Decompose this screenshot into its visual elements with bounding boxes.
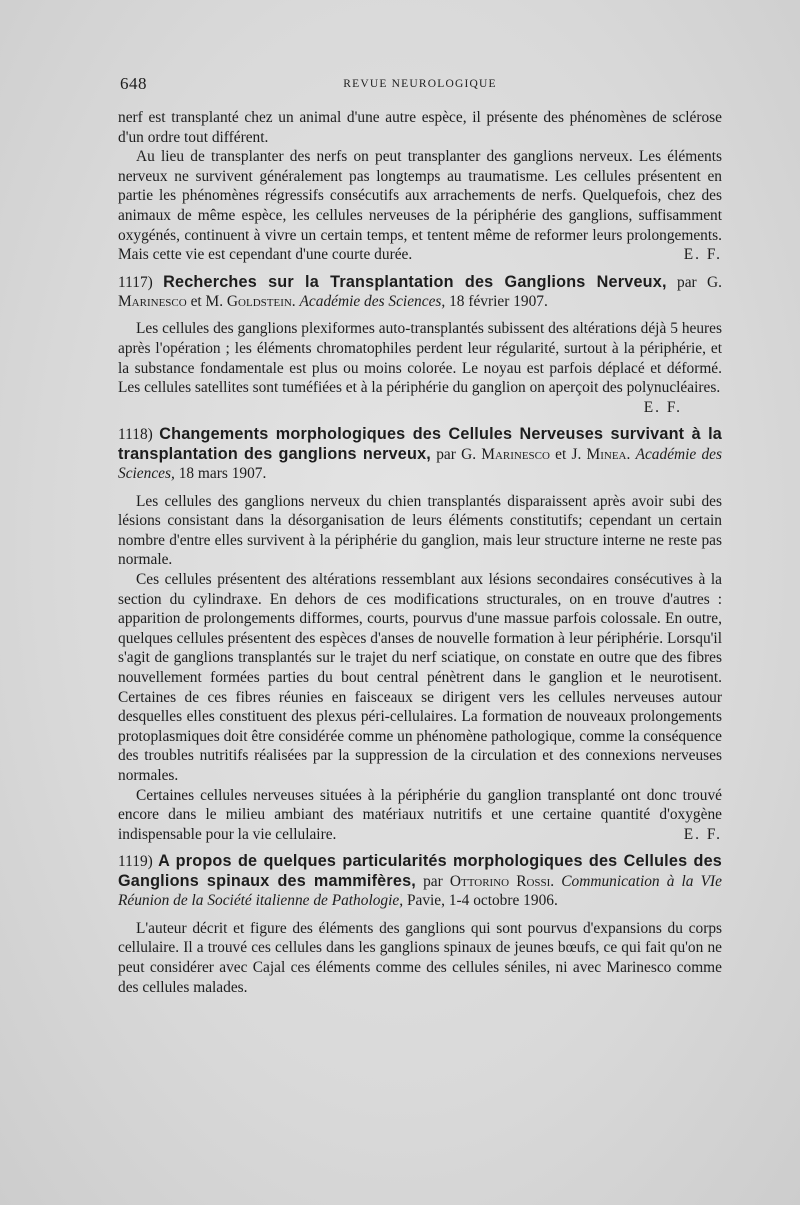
entry-source: Communication à la VIe Réunion de la Société italienne de Pathologie, [118, 873, 722, 909]
entry-title: A propos de quelques particularités morphologiques des Cellules des Ganglions spinaux des mammifères, [118, 852, 722, 891]
entry-1118-paragraph-2: Ces cellules présentent des altérations ressemblant aux lésions secondaires consécutives à la section du cylindraxe. En dehors de ces modifications structurales, on en trouve d'autres : apparition de prolongements difformes, courts, pourvus d'une massue parfois colossale. En outre, quelques cellules présentent des espèces d'anses de nouvelle formation à leur périphérie. Lorsqu'il s'agit de ganglions transplantés sur le trajet du nerf sciatique, on constate en outre que des fibres nouvellement formées parties du bout central pénètrent dans le ganglion et le neurotisent. Certaines de ces fibres réunies en faisceaux se dirigent vers les cellules nerveuses autour desquelles elles constituent des plexus péri-cellulaires. La formation de nouveaux prolongements protoplasmiques doit être considérée comme un phénomène pathologique, comme la conséquence des troubles nutritifs réalisées par la suppression de la circulation et des connexions nerveuses normales. [118, 571, 722, 785]
entry-author: G. Marinesco [118, 273, 722, 310]
entry-author-conjunction: et [190, 292, 202, 310]
entry-author: J. Minea. [571, 446, 631, 464]
entry-1118-paragraph-3-text: Certaines cellules nerveuses situées à la périphérie du ganglion transplanté ont donc trouvé encore dans le milieu ambiant des matériaux nutritifs et une certaine quantité d'oxygène indispensable pour la vie cellulaire. [118, 786, 722, 843]
intro-paragraph-1: nerf est transplanté chez un animal d'une autre espèce, il présente des phénomènes de sclérose d'un ordre tout différent. [118, 109, 722, 146]
entry-number: 1118) [118, 426, 153, 444]
entry-date: Pavie, 1-4 octobre 1906. [406, 891, 558, 909]
intro-signature: E. F. [683, 246, 722, 264]
entry-1118-heading [118, 425, 722, 483]
entry-number: 1117) [118, 273, 153, 291]
entry-author: G. Marinesco [461, 446, 550, 464]
entry-author: Ottorino Rossi. [449, 873, 555, 891]
entry-1117-heading [118, 273, 722, 312]
abstract-entry-1119 [118, 852, 722, 997]
page-body [118, 108, 722, 997]
entry-by: par [677, 273, 697, 291]
entry-1119-paragraph: L'auteur décrit et figure des éléments des ganglions qui sont pourvus d'expansions du corps cellulaire. Il a trouvé ces cellules dans les ganglions spinaux de jeunes bœufs, ce qui fait qu'on ne peut considérer avec Cajal ces éléments comme des cellules séniles, ni avec Marinesco comme des cellules malades. [118, 919, 722, 996]
entry-number: 1119) [118, 853, 153, 871]
entry-by: par [436, 446, 456, 464]
intro-paragraph-2-text: Au lieu de transplanter des nerfs on peut transplanter des ganglions nerveux. Les éléments nerveux ne survivent généralement pas longtemps au traumatisme. Les cellules présentent en partie les phénomènes régressifs consécutifs aux arrachements de nerfs. Quelquefois, chez des animaux de même espèce, les cellules nerveuses de la périphérie des ganglions, suffisamment oxygénés, continuent à vivre un certain temps, et tentent même de reformer leurs prolongements. Mais cette vie est cependant d'une courte durée. [118, 148, 722, 264]
entry-by: par [423, 873, 443, 891]
abstract-entry-1117 [118, 273, 722, 418]
entry-date: 18 février 1907. [449, 292, 548, 310]
entry-date: 18 mars 1907. [178, 464, 267, 482]
entry-1117-signature: E. F. [643, 398, 682, 416]
entry-source: Académie des Sciences, [299, 292, 446, 310]
entry-1117-paragraph: Les cellules des ganglions plexiformes auto-transplantés subissent des altérations déjà 5 heures après l'opération ; les éléments chromatophiles perdent leur régularité, surtout à la périphérie, et la substance fondamentale est plus ou moins colorée. Le noyau est parfois déplacé et déformé. Les cellules satellites sont tuméfiées et à la périphérie du ganglion on aperçoit des polynucléaires. [118, 320, 722, 397]
entry-1118-paragraph-3 [118, 786, 722, 845]
entry-author-conjunction: et [555, 446, 567, 464]
page-header [120, 74, 720, 98]
entry-1118-paragraph-1: Les cellules des ganglions nerveux du chien transplantés disparaissent après avoir subi des lésions consistant dans la désorganisation de leurs éléments constitutifs; cependant un certain nombre d'entre elles survivent à la périphérie du ganglion, mais leur structure interne ne reste pas normale. [118, 492, 722, 569]
intro-paragraph-2 [118, 147, 722, 265]
entry-source: Académie des Sciences, [118, 446, 722, 482]
entry-author: M. Goldstein. [205, 292, 296, 310]
entry-1119-heading [118, 852, 722, 910]
entry-title: Changements morphologiques des Cellules Nerveuses survivant à la transplantation des ganglions nerveux, [118, 425, 722, 464]
page-number: 648 [120, 74, 147, 93]
entry-title: Recherches sur la Transplantation des Ganglions Nerveux, [163, 272, 667, 291]
abstract-entry-1118 [118, 425, 722, 844]
running-head: REVUE NEUROLOGIQUE [343, 78, 497, 90]
entry-1118-signature: E. F. [683, 825, 722, 843]
